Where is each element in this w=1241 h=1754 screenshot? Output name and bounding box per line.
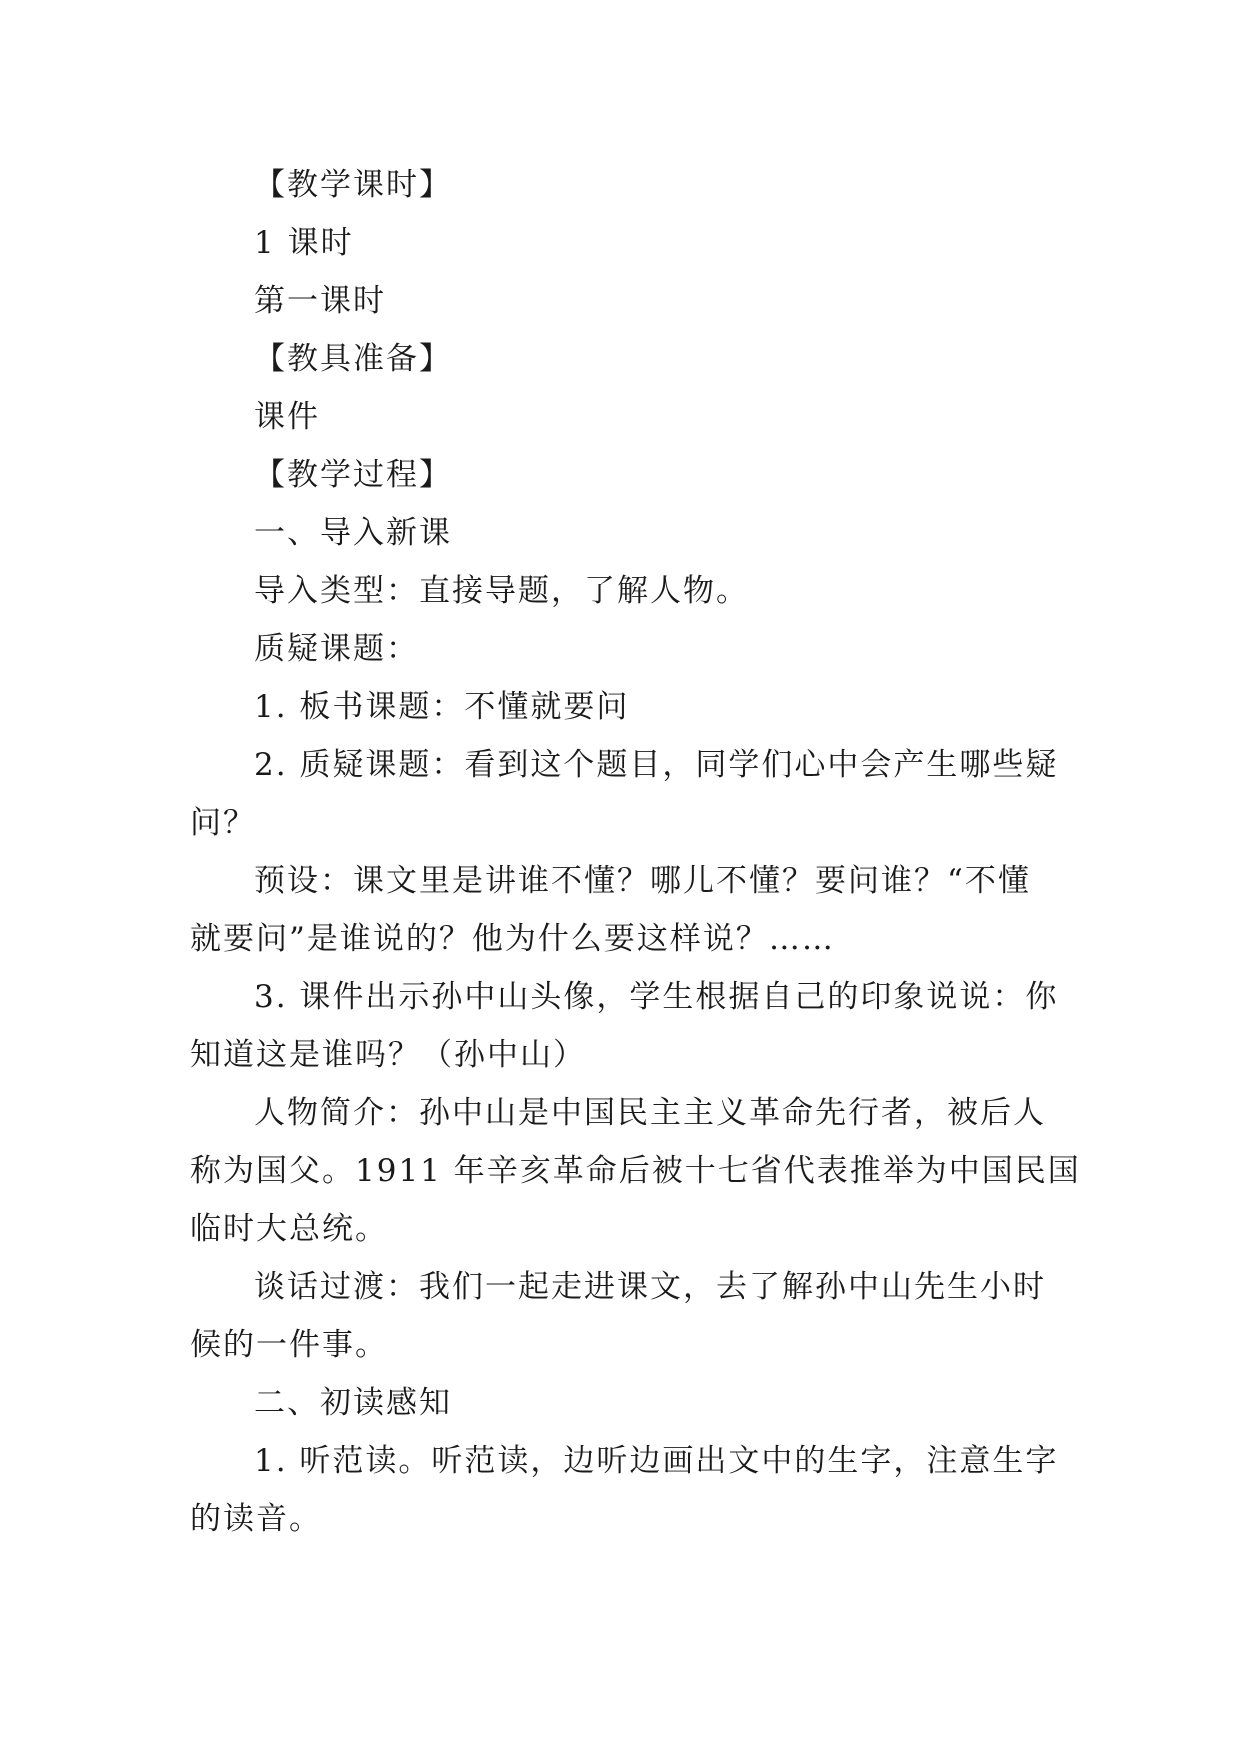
- document-page: [190, 156, 1081, 1548]
- text-line: 质疑课题：: [254, 631, 419, 667]
- text-line: 2. 质疑课题：看到这个题目，同学们心中会产生哪些疑: [254, 747, 1059, 783]
- text-line: 1. 板书课题：不懂就要问: [254, 689, 630, 725]
- text-line: 的读音。: [190, 1501, 322, 1537]
- text-line: 课件: [254, 399, 320, 435]
- text-line: 谈话过渡：我们一起走进课文，去了解孙中山先生小时: [254, 1269, 1046, 1305]
- text-line: 1 课时: [254, 225, 354, 261]
- text-line: 导入类型：直接导题，了解人物。: [254, 573, 749, 609]
- text-line: 【教学课时】: [254, 167, 452, 203]
- text-line: 1. 听范读。听范读，边听边画出文中的生字，注意生字: [254, 1443, 1059, 1479]
- text-line: 人物简介：孙中山是中国民主主义革命先行者，被后人: [254, 1095, 1046, 1131]
- text-line: 二、初读感知: [254, 1385, 452, 1421]
- text-line: 【教学过程】: [254, 457, 452, 493]
- text-line: 一、导入新课: [254, 515, 452, 551]
- text-line: 预设：课文里是讲谁不懂？哪儿不懂？要问谁？“不懂: [254, 863, 1031, 899]
- text-line: 称为国父。1911 年辛亥革命后被十七省代表推举为中国民国: [190, 1153, 1081, 1189]
- text-line: 就要问”是谁说的？他为什么要这样说？……: [190, 921, 835, 957]
- text-line: 【教具准备】: [254, 341, 452, 377]
- text-line: 问？: [190, 805, 256, 841]
- text-line: 临时大总统。: [190, 1211, 388, 1247]
- text-line: 候的一件事。: [190, 1327, 388, 1363]
- text-line: 知道这是谁吗？（孙中山）: [190, 1037, 586, 1073]
- text-line: 第一课时: [254, 283, 386, 319]
- text-line: 3. 课件出示孙中山头像，学生根据自己的印象说说：你: [254, 979, 1059, 1015]
